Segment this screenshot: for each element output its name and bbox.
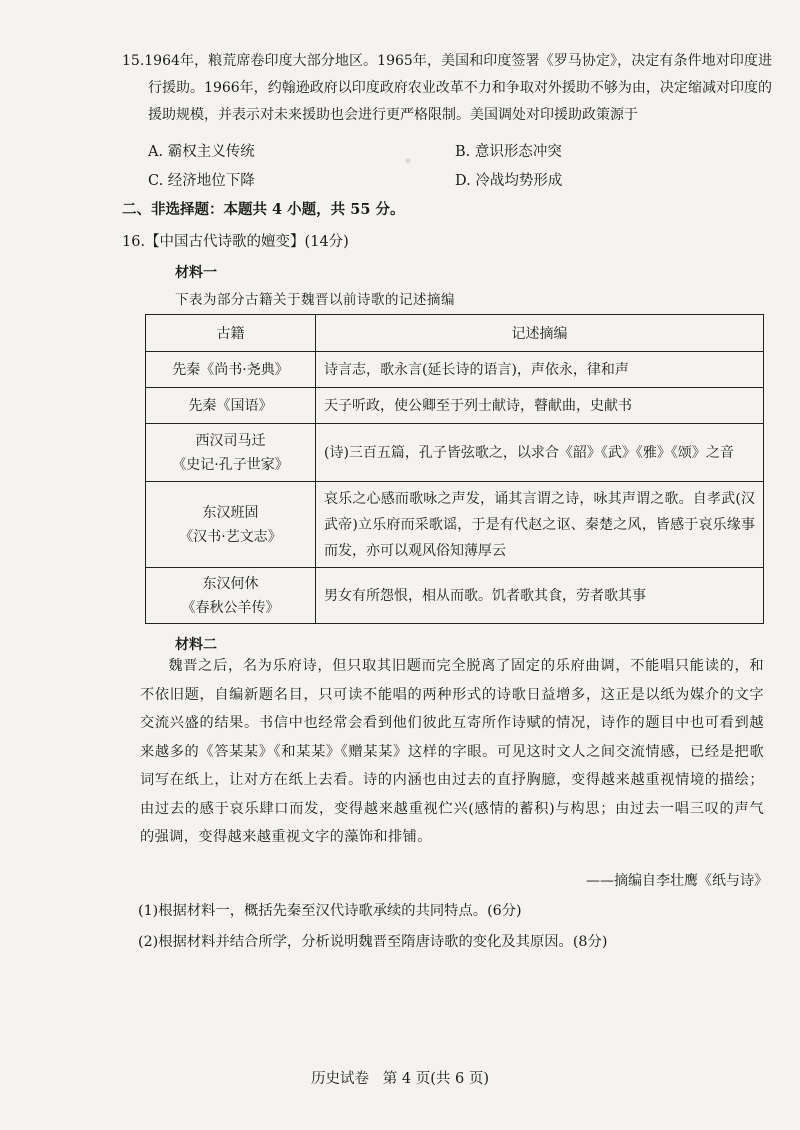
table-header: 记述摘编	[316, 315, 764, 352]
sub-question-1: (1)根据材料一，概括先秦至汉代诗歌承续的共同特点。(6分)	[138, 903, 522, 919]
source-table	[145, 314, 764, 624]
table-cell-book: 西汉司马迁 《史记·孔子世家》	[146, 424, 316, 482]
table-row	[146, 352, 764, 388]
question-16-title: 16.【中国古代诗歌的嬗变】(14分)	[122, 234, 349, 250]
question-15	[122, 48, 772, 129]
scan-speck	[395, 152, 421, 170]
table-row	[146, 482, 764, 568]
table-cell-book: 先秦《尚书·尧典》	[146, 352, 316, 388]
material-2-text: 魏晋之后，名为乐府诗，但只取其旧题而完全脱离了固定的乐府曲调，不能唱只能读的，和不依旧题，自编新题名目，只可读不能唱的两种形式的诗歌日益增多，这正是以纸为媒介的文字交流兴盛的结果。书信中也经常会看到他们彼此互寄所作诗赋的情况，诗作的题目中也可看到越来越多的《答某某》《和某某》《赠某某》这样的字眼。可见这时文人之间交流情感，已经是把歌词写在纸上，让对方在纸上去看。诗的内涵也由过去的直抒胸臆，变得越来越重视情境的描绘；由过去的感于哀乐肆口而发，变得越来越重视伫兴(感情的蓄积)与构思；由过去一唱三叹的声气的强调，变得越来越重视文字的藻饰和排铺。	[140, 658, 764, 845]
table-row	[146, 388, 764, 424]
material-1-label: 材料一	[175, 265, 217, 281]
option-b[interactable]: B. 意识形态冲突	[455, 144, 562, 160]
table-cell-book: 东汉何休 《春秋公羊传》	[146, 568, 316, 624]
table-header-row	[146, 315, 764, 352]
table-cell-text: 诗言志，歌永言(延长诗的语言)，声依永，律和声	[316, 352, 764, 388]
sub-question-2: (2)根据材料并结合所学，分析说明魏晋至隋唐诗歌的变化及其原因。(8分)	[138, 934, 608, 950]
table-cell-book: 先秦《国语》	[146, 388, 316, 424]
option-c[interactable]: C. 经济地位下降	[148, 173, 255, 189]
table-cell-text: 男女有所怨恨，相从而歌。饥者歌其食，劳者歌其事	[316, 568, 764, 624]
material-1-intro: 下表为部分古籍关于魏晋以前诗歌的记述摘编	[175, 292, 455, 308]
option-a[interactable]: A. 霸权主义传统	[148, 144, 255, 160]
table-cell-text: (诗)三百五篇，孔子皆弦歌之，以求合《韶》《武》《雅》《颂》之音	[316, 424, 764, 482]
table-cell-text: 哀乐之心感而歌咏之声发，诵其言谓之诗，咏其声谓之歌。自孝武(汉武帝)立乐府而采歌谣，于是有代赵之讴、秦楚之风，皆感于哀乐缘事而发，亦可以观风俗知薄厚云	[316, 482, 764, 568]
table-row	[146, 424, 764, 482]
table-cell-book: 东汉班固 《汉书·艺文志》	[146, 482, 316, 568]
table-header: 古籍	[146, 315, 316, 352]
table-cell-text: 天子听政，使公卿至于列士献诗，瞽献曲，史献书	[316, 388, 764, 424]
page-footer: 历史试卷 第 4 页(共 6 页)	[310, 1071, 490, 1087]
citation: ——摘编自李壮鹰《纸与诗》	[586, 873, 768, 889]
question-15-stem: 1964年，粮荒席卷印度大部分地区。1965年，美国和印度签署《罗马协定》，决定有条件地对印度进行援助。1966年，约翰逊政府以印度政府农业改革不力和争取对外援助不够为由，决定缩减对印度的援助规模，并表示对未来援助也会进行更严格限制。美国调处对印援助政策源于	[144, 53, 772, 123]
table-row	[146, 568, 764, 624]
section-heading: 二、非选择题：本题共 4 小题，共 55 分。	[122, 201, 405, 218]
question-15-number: 15.	[122, 53, 145, 69]
material-2-label: 材料二	[175, 637, 217, 653]
option-d[interactable]: D. 冷战均势形成	[455, 173, 563, 189]
